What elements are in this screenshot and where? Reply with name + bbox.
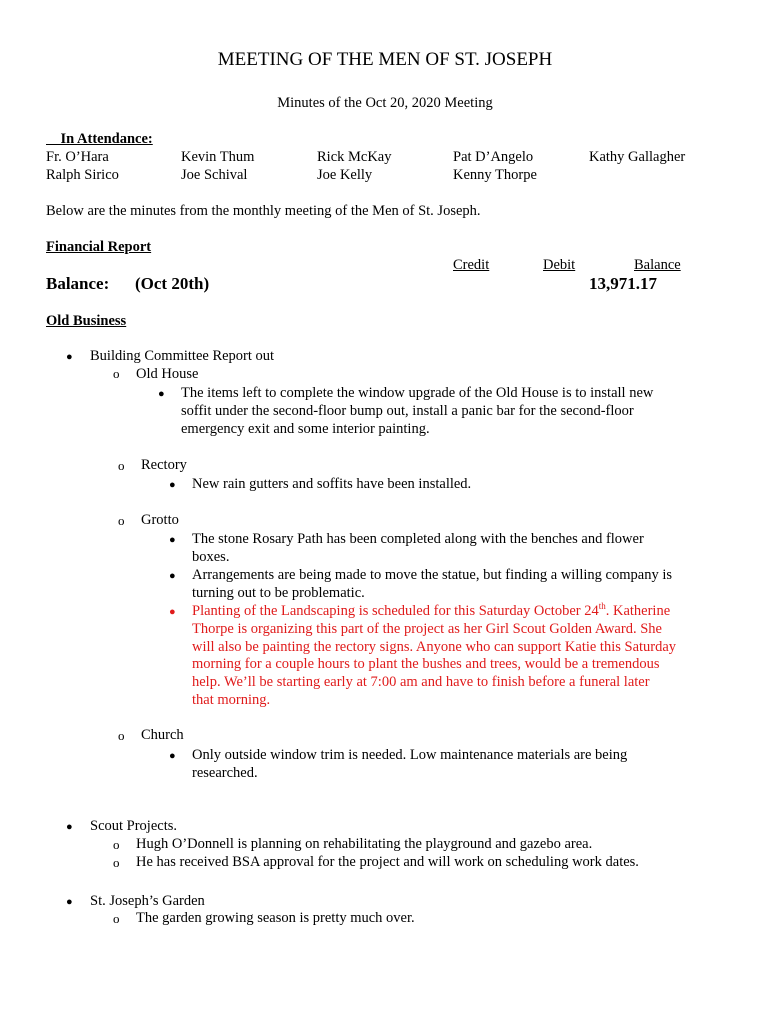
grotto-landscaping-line: morning for a couple hours to plant the bushes and trees, would be a tremendous <box>192 656 660 672</box>
grotto-item-line: The stone Rosary Path has been completed along with the benches and flower <box>192 531 644 547</box>
church-item-line: researched. <box>192 765 258 781</box>
circle-bullet-icon: o <box>113 911 120 926</box>
old-house-line: soffit under the second-floor bump out, install a panic bar for the second-floor <box>181 403 634 419</box>
grotto-landscaping-line: help. We’ll be starting early at 7:00 am and have to finish before a funeral later <box>192 674 650 690</box>
page-title: MEETING OF THE MEN OF ST. JOSEPH <box>217 49 553 70</box>
bullet-icon: ● <box>66 821 73 833</box>
circle-bullet-icon: o <box>118 728 125 743</box>
grotto-item-line: turning out to be problematic. <box>192 585 365 601</box>
attendee: Joe Schival <box>181 167 248 183</box>
grotto-item-line: boxes. <box>192 549 230 565</box>
bullet-icon: ● <box>66 351 73 363</box>
bullet-icon: ● <box>169 534 176 546</box>
bullet-icon: ● <box>169 479 176 491</box>
garden-label: St. Joseph’s Garden <box>90 893 205 909</box>
scout-item: He has received BSA approval for the project and will work on scheduling work dates. <box>136 854 639 870</box>
circle-bullet-icon: o <box>113 855 120 870</box>
attendee: Ralph Sirico <box>46 167 119 183</box>
grotto-landscaping-line: Thorpe is organizing this part of the project as her Girl Scout Golden Award. She <box>192 621 662 637</box>
credit-column-header: Credit <box>453 257 490 273</box>
building-committee-label: Building Committee Report out <box>90 348 275 364</box>
attendee: Fr. O’Hara <box>46 149 109 165</box>
grotto-landscaping-line: that morning. <box>192 692 271 708</box>
balance-column-header: Balance <box>634 257 681 273</box>
old-house-line: emergency exit and some interior painting. <box>181 421 430 437</box>
rectory-label: Rectory <box>141 457 187 473</box>
bullet-icon: ● <box>66 896 73 908</box>
attendee: Kathy Gallagher <box>589 149 686 165</box>
attendee: Joe Kelly <box>317 167 373 183</box>
debit-column-header: Debit <box>543 257 576 273</box>
bullet-icon: ● <box>169 750 176 762</box>
bullet-icon: ● <box>169 570 176 582</box>
scout-projects-label: Scout Projects. <box>90 818 177 834</box>
balance-value: 13,971.17 <box>589 274 657 293</box>
church-item-line: Only outside window trim is needed. Low maintenance materials are being <box>192 747 628 763</box>
old-house-label: Old House <box>136 366 199 382</box>
circle-bullet-icon: o <box>113 366 120 381</box>
attendee: Kevin Thum <box>181 149 255 165</box>
circle-bullet-icon: o <box>113 837 120 852</box>
old-house-line: The items left to complete the window upgrade of the Old House is to install new <box>181 385 654 401</box>
attendee: Pat D’Angelo <box>453 149 534 165</box>
bullet-icon: ● <box>158 388 165 400</box>
attendee: Kenny Thorpe <box>453 167 537 183</box>
grotto-landscaping-line: Planting of the Landscaping is scheduled for this Saturday October 24th. Katherine <box>192 601 671 619</box>
financial-heading: Financial Report <box>46 239 152 255</box>
rectory-item: New rain gutters and soffits have been installed. <box>192 476 472 492</box>
attendee: Rick McKay <box>317 149 392 165</box>
grotto-label: Grotto <box>141 512 179 528</box>
church-label: Church <box>141 727 184 743</box>
circle-bullet-icon: o <box>118 458 125 473</box>
grotto-item-line: Arrangements are being made to move the statue, but finding a willing company is <box>192 567 672 583</box>
balance-date: (Oct 20th) <box>135 274 210 293</box>
circle-bullet-icon: o <box>118 513 125 528</box>
grotto-landscaping-line: will also be painting the rectory signs. Anyone who can support Katie this Saturday <box>192 639 677 655</box>
intro-text: Below are the minutes from the monthly meeting of the Men of St. Joseph. <box>46 203 481 219</box>
bullet-icon: ● <box>169 606 176 618</box>
old-business-heading: Old Business <box>46 313 127 329</box>
garden-item: The garden growing season is pretty much over. <box>136 910 415 926</box>
page-subtitle: Minutes of the Oct 20, 2020 Meeting <box>277 95 493 111</box>
scout-item: Hugh O’Donnell is planning on rehabilitating the playground and gazebo area. <box>136 836 593 852</box>
balance-label: Balance: <box>46 274 110 293</box>
attendance-heading: In Attendance: <box>60 131 153 147</box>
